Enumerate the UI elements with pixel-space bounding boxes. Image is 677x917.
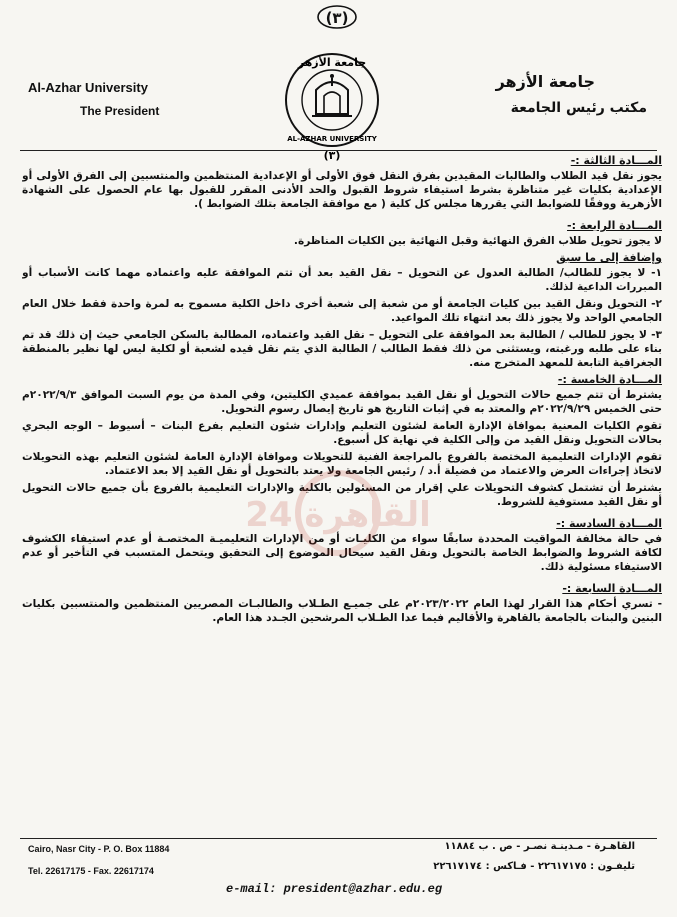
section-title: وإضافة إلى ما سبق xyxy=(556,251,662,264)
footer-phone-ar: تليفـون : ٢٢٦١٧١٧٥ - فـاكس : ٢٢٦١٧١٧٤ xyxy=(433,861,635,872)
footer-address-ar: القاهـرة - مـدينـة نصـر - ص . ب ١١٨٨٤ xyxy=(444,841,635,852)
section-title: المـــادة الثالثة :- xyxy=(570,154,662,167)
paragraph: لا يجوز تحويل طلاب الفرق النهائية وقبل النهائية بين الكليات المناظرة. xyxy=(293,235,662,247)
list-item: ٢- التحويل ونقل القيد بين كليات الجامعة أو من شعبة إلى شعبة أخرى داخل الكلية مسموح به لمرة واحدة فقط خلال العام الجامعي الواحد ولا يجوز ذلك بعد انتهاء تلك المواعيد. xyxy=(22,298,662,324)
header-divider xyxy=(20,150,657,151)
page-number xyxy=(316,4,358,30)
header-university-en: Al-Azhar University xyxy=(28,80,148,95)
article-7 xyxy=(22,582,662,625)
article-6 xyxy=(22,517,662,574)
article-4 xyxy=(22,219,662,248)
list-item: ١- لا يجوز للطالب/ الطالبة العدول عن التحويل – نقل القيد بعد أن تتم الموافقة عليه واعتماده مهما كانت الأسباب أو المبررات الداعية لذلك. xyxy=(22,267,662,293)
paragraph: يشترط أن تتم جميع حالات التحويل أو نقل القيد بموافقة عميدي الكليتين، وفي المدة من يوم السبت الموافق ٢٠٢٢/٩/٣م حتى الخميس ٢٠٢٢/٩/٢٩م والمعتد به في إثبات التاريخ هو تاريخ إيصال رسوم التحويل. xyxy=(22,389,662,415)
section-title: المـــادة السادسة :- xyxy=(556,517,662,530)
footer-email: e-mail: president@azhar.edu.eg xyxy=(226,882,443,896)
header-president-ar: مكتب رئيس الجامعة xyxy=(510,100,647,116)
paragraph: تقوم الكليات المعنية بموافاة الإدارة العامة لشئون التعليم وإدارات شئون التعليم بفرع البنات – أسيوط – الوجه البحري بحالات التحويل ونقل القيد من وإلى الكلية في نهاية كل أسبوع. xyxy=(22,420,662,446)
svg-text:(٣): (٣) xyxy=(323,149,341,162)
additional-rules xyxy=(22,251,662,370)
paragraph: يجوز نقل قيد الطلاب والطالبات المقيدين بفرق النقل فوق الأولى أو الإعدادية المنتظمين والمنتسبين إلى الفرق الأولى أو الإعدادية بكليات غير متناظرة بشرط استيفاء شروط القبول والحد الأدنى المقرر للقبول بها عام الحصول على الشهادة الأزهرية ووفقًا للضوابط التي يقررها مجلس كل كلية ( مع موافقة الجامعة بتلك الضوابط ). xyxy=(22,170,662,210)
list-item: ٣- لا يجوز للطالب / الطالبة بعد الموافقة على التحويل – نقل القيد واعتماده، المطالبة بالسكن الجامعي حيث إن ذلك قد تم بناء على طلبه ورغبته، ويستثنى من ذلك فقط الطالب / الطالبة الذي يتم نقل قيده لشعبة أو لكلية ليس لها نظير بالمنطقة الجغرافية التابعة للمعهد المتخرج منه. xyxy=(22,329,662,369)
footer-phone-en: Tel. 22617175 - Fax. 22617174 xyxy=(28,866,154,876)
footer-address-en: Cairo, Nasr City - P. O. Box 11884 xyxy=(28,844,170,854)
seal-icon xyxy=(282,38,382,163)
header-university-ar: جامعة الأزهر xyxy=(495,72,595,91)
section-title: المـــادة الرابعة :- xyxy=(567,219,662,232)
document-body xyxy=(22,152,662,834)
paragraph: - تسري أحكام هذا القرار لهذا العام ٢٠٢٣/٢٠٢٢م على جميـع الطـلاب والطالبـات المصريين المنتظمين والمنتسبين بكليات البنين والبنات بالجامعة بالقاهرة والأقاليم فيما عدا الطـلاب المرشحين الجـدد هذا العام. xyxy=(22,598,662,624)
footer-divider xyxy=(20,838,657,839)
article-3 xyxy=(22,154,662,211)
article-5 xyxy=(22,373,662,509)
section-title: المـــادة الخامسة :- xyxy=(557,373,662,386)
paragraph: في حالة مخالفة المواقيت المحددة سابقًا سواء من الكليـات أو من الإدارات التعليميـة المختصـة أو عدم استيفاء الكشوف لكافة الشروط والضوابط الخاصة بالتحويل ونقل القيد سيحال الموضوع إلى التحقيق ويتحمل المتسبب في التأخير أو عدم الاستيفاء مسئولية ذلك. xyxy=(22,533,662,573)
svg-text:القاهرة 24: القاهرة 24 xyxy=(245,495,431,535)
university-seal-logo xyxy=(282,38,382,163)
page-number-text: (٣) xyxy=(325,9,349,27)
header-president-en: The President xyxy=(80,104,160,118)
svg-text:جامعة الأزهر: جامعة الأزهر xyxy=(297,56,367,69)
svg-text:AL-AZHAR UNIVERSITY: AL-AZHAR UNIVERSITY xyxy=(287,135,377,143)
paragraph: يشترط أن تشتمل كشوف التحويلات علي إقرار من المسئولين بالكلية والإدارات التعليمية بالفروع بأن جميع حالات التحويل أو نقل القيد مستوفية للشروط. xyxy=(22,482,662,508)
paragraph: تقوم الإدارات التعليمية المختصة بالفروع بالمراجعة الفنية للتحويلات وموافاة الإدارة العامة لشئون التعليم بهذه التحويلات لاتخاذ إجراءات العرض والاعتماد من فضيلة أ.د / رئيس الجامعة ولا يعتد بالتحويل أو نقل القيد إلا بعد الاعتماد. xyxy=(22,451,662,477)
section-title: المـــادة السابعة :- xyxy=(562,582,662,595)
